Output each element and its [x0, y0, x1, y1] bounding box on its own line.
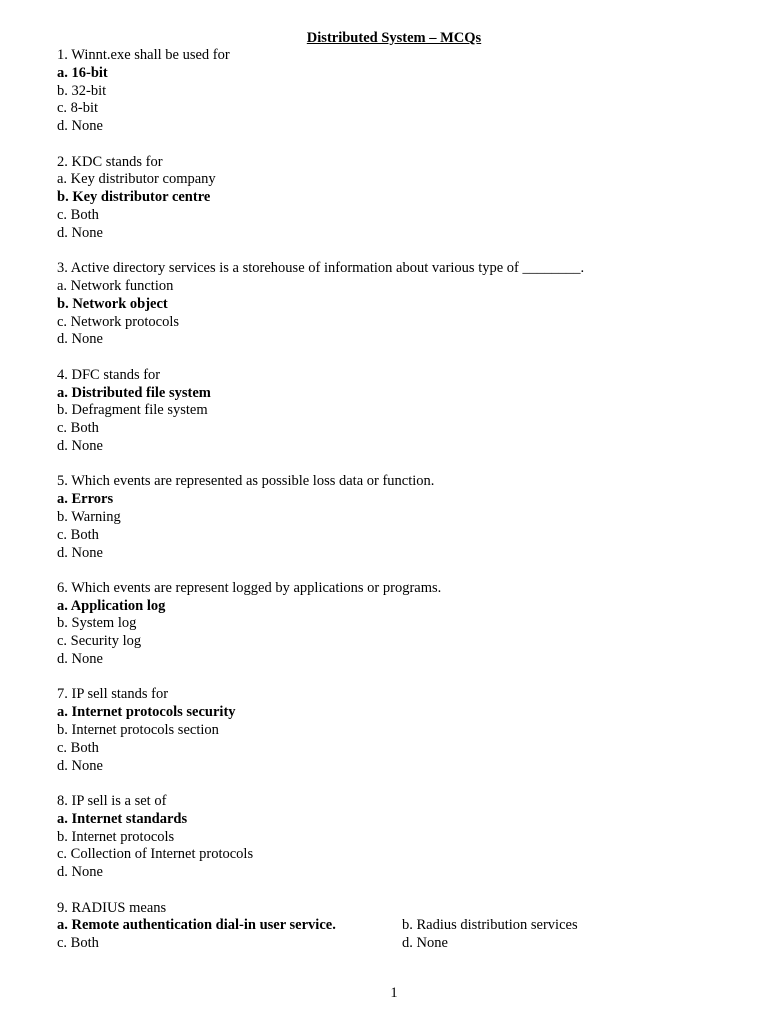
- option-d: d. None: [57, 437, 103, 454]
- option-c: c. Both: [57, 935, 99, 952]
- option-c: c. Collection of Internet protocols: [57, 846, 254, 863]
- option-b: b. 32-bit: [57, 82, 107, 99]
- question-8: [57, 793, 747, 882]
- question-4: [57, 367, 747, 456]
- option-a-answer: a. Distributed file system: [57, 384, 211, 401]
- question-text: 7. IP sell stands for: [57, 686, 169, 703]
- option-b: b. Warning: [57, 508, 121, 525]
- option-b: b. Defragment file system: [57, 402, 208, 419]
- option-a-answer: a. Internet standards: [57, 810, 188, 827]
- question-text: 2. KDC stands for: [57, 153, 163, 170]
- option-b: b. Internet protocols section: [57, 722, 219, 739]
- option-d: d. None: [57, 224, 103, 241]
- option-a-answer: a. 16-bit: [57, 64, 108, 81]
- options-row-2: [57, 935, 747, 953]
- option-a: a. Key distributor company: [57, 171, 216, 188]
- question-text: 5. Which events are represented as possible loss data or function.: [57, 473, 435, 490]
- option-c: c. 8-bit: [57, 100, 99, 117]
- page-number: 1: [390, 985, 398, 1001]
- option-c: c. Both: [57, 206, 99, 223]
- option-d: d. None: [57, 864, 103, 881]
- option-b-answer: b. Network object: [57, 295, 168, 312]
- question-text: 3. Active directory services is a storehouse of information about various type of ________.: [57, 260, 585, 277]
- question-text: 8. IP sell is a set of: [57, 793, 167, 810]
- option-a-answer: a. Application log: [57, 597, 166, 614]
- question-text: 4. DFC stands for: [57, 366, 161, 383]
- option-d: d. None: [57, 331, 103, 348]
- question-7: [57, 686, 747, 775]
- option-a-answer: a. Remote authentication dial-in user service.: [57, 917, 336, 934]
- option-a: a. Network function: [57, 277, 174, 294]
- option-b: b. Radius distribution services: [402, 917, 578, 934]
- option-d: d. None: [402, 935, 448, 952]
- option-d: d. None: [57, 544, 103, 561]
- option-a-answer: a. Errors: [57, 491, 114, 508]
- option-d: d. None: [57, 651, 103, 668]
- option-c: c. Network protocols: [57, 313, 180, 330]
- option-c: c. Security log: [57, 633, 142, 650]
- option-c: c. Both: [57, 526, 99, 543]
- option-c: c. Both: [57, 739, 99, 756]
- option-b-answer: b. Key distributor centre: [57, 189, 211, 206]
- question-6: [57, 580, 747, 669]
- question-2: [57, 154, 747, 243]
- option-d: d. None: [57, 757, 103, 774]
- option-c: c. Both: [57, 420, 99, 437]
- option-a-answer: a. Internet protocols security: [57, 704, 236, 721]
- question-text: 1. Winnt.exe shall be used for: [57, 47, 230, 63]
- option-b: b. Internet protocols: [57, 828, 175, 845]
- question-3: [57, 260, 747, 349]
- question-1: [57, 47, 747, 136]
- document-title: Distributed System – MCQs: [306, 30, 482, 46]
- question-9: [57, 900, 747, 953]
- question-text: 6. Which events are represent logged by applications or programs.: [57, 579, 442, 596]
- options-row-1: [57, 917, 747, 935]
- question-5: [57, 473, 747, 562]
- option-d: d. None: [57, 118, 103, 135]
- option-b: b. System log: [57, 615, 137, 632]
- question-text: 9. RADIUS means: [57, 899, 167, 916]
- question-list: [57, 47, 747, 971]
